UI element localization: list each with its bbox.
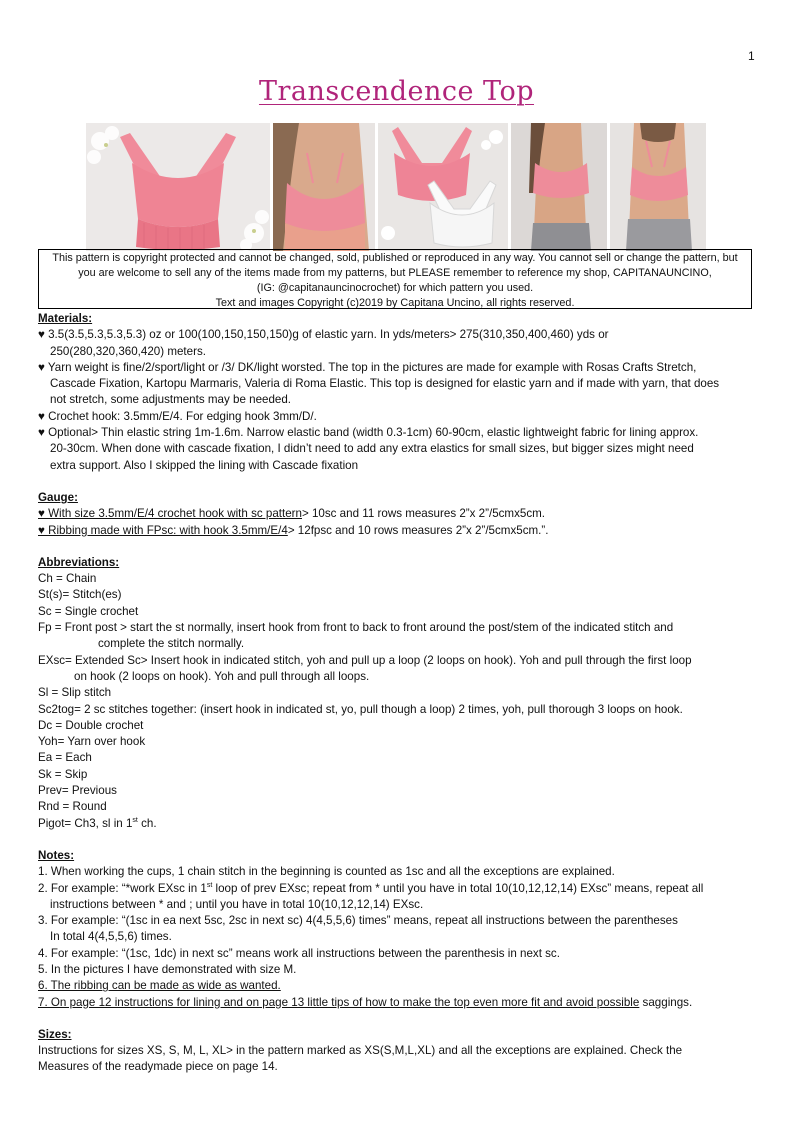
note-item: 3. For example: “(1sc in ea next 5sc, 2sc in next sc) 4(4,5,5,6) times” means, repeat all instructions between the parentheses — [38, 914, 678, 928]
pigot-text-end: ch. — [137, 816, 157, 830]
note-underlined: 7. On page 12 instructions for lining and on page 13 little tips of how to make the top even more fit and avoid possible — [38, 995, 640, 1009]
gauge-heading: Gauge: — [38, 490, 78, 504]
gauge-text: > 12fpsc and 10 rows measures 2”x 2”/5cmx5cm.”. — [287, 523, 549, 537]
notice-line: you are welcome to sell any of the items made from my patterns, but PLEASE remember to reference my shop, CAPITANAUNCINO, — [78, 267, 712, 279]
gauge-line — [38, 506, 758, 522]
abbreviation-dc: Dc = Double crochet — [38, 718, 144, 732]
materials-item: extra support. Also I skipped the lining with Cascade fixation — [50, 458, 359, 472]
gauge-text: > 10sc and 11 rows measures 2”x 2”/5cmx5cm. — [301, 507, 546, 521]
abbreviation-fp-cont: complete the stitch normally. — [98, 637, 245, 651]
materials-item: ♥ 3.5(3.5,5.3,5.3,5.3) oz or 100(100,150,150,150)g of elastic yarn. In yds/meters> 275(310,350,400,460) yds or — [38, 328, 609, 342]
pigot-sup: st — [132, 816, 138, 824]
pattern-body — [38, 311, 758, 1076]
notes-heading: Notes: — [38, 848, 75, 862]
note-item: 5. In the pictures I have demonstrated with size M. — [38, 962, 297, 976]
note-underlined: 6. The ribbing can be made as wide as wanted. — [38, 979, 281, 993]
materials-heading: Materials: — [38, 312, 93, 325]
abbreviation-prev: Prev= Previous — [38, 784, 117, 798]
materials-item: Cascade Fixation, Kartopu Marmaris, Valeria di Roma Elastic. This top is designed for elastic yarn and if made with yarn, that does — [50, 377, 720, 391]
page-number: 1 — [748, 49, 755, 63]
abbreviation-sc2tog: Sc2tog= 2 sc stitches together: (insert hook in indicated st, yo, pull though a loop) 2 times, yoh, pull thorough 3 loops on hook. — [38, 702, 683, 716]
sizes-heading: Sizes: — [38, 1027, 72, 1041]
photo-pink-and-white-tops — [378, 123, 508, 251]
note-item — [38, 995, 758, 1011]
sizes-text: Measures of the readymade piece on page 14. — [38, 1060, 278, 1074]
copyright-notice — [38, 249, 752, 309]
materials-item: not stretch, some adjustments may be needed. — [50, 393, 292, 407]
photo-model-front-view — [610, 123, 706, 251]
note-item-cont: In total 4(4,5,5,6) times. — [50, 930, 172, 944]
abbreviations-heading: Abbreviations: — [38, 555, 120, 569]
note-sup: st — [206, 881, 213, 889]
note-item: 4. For example: “(1sc, 1dc) in next sc” means work all instructions between the parenthesis in next sc. — [38, 946, 560, 960]
abbreviation-st: St(s)= Stitch(es) — [38, 588, 122, 602]
note-text: 2. For example: “*work EXsc in 1 — [38, 881, 207, 895]
abbreviation-fp: Fp = Front post > start the st normally, insert hook from front to back to front around the post/stem of the indicated stitch and — [38, 621, 674, 635]
abbreviation-sk: Sk = Skip — [38, 767, 88, 781]
photo-pink-top-flatlay — [86, 123, 270, 251]
materials-item: 250(280,320,360,420) meters. — [50, 344, 206, 358]
photo-strip — [86, 123, 706, 251]
materials-item: ♥ Optional> Thin elastic string 1m-1.6m. Narrow elastic band (width 0.3-1cm) 60-90cm, elastic lightweight fabric for lining approx. — [38, 426, 699, 440]
abbreviation-exsc-cont: on hook (2 loops on hook). Yoh and pull through all loops. — [74, 669, 370, 683]
pattern-title: Transcendence Top — [258, 76, 535, 107]
note-item-cont: instructions between * and ; until you have in total 10(10,12,12,14) EXsc. — [50, 897, 424, 911]
materials-item: ♥ Yarn weight is fine/2/sport/light or /3/ DK/light worsted. The top in the pictures are made for example with Rosas Crafts Stretch, — [38, 360, 697, 374]
notice-line: Text and images Copyright (c)2019 by Capitana Uncino, all rights reserved. — [215, 297, 575, 309]
notice-line: (IG: @capitanauncinocrochet) for which pattern you used. — [256, 282, 534, 294]
abbreviation-sc: Sc = Single crochet — [38, 604, 139, 618]
abbreviation-rnd: Rnd = Round — [38, 800, 107, 814]
note-text: saggings. — [639, 995, 693, 1009]
note-text: loop of prev EXsc; repeat from * until you have in total 10(10,12,12,14) EXsc” means, repeat all — [212, 881, 704, 895]
photo-model-closeup — [273, 123, 375, 251]
gauge-line — [38, 523, 758, 539]
abbreviation-ch: Ch = Chain — [38, 572, 97, 586]
abbreviation-ea: Ea = Each — [38, 751, 92, 765]
pigot-text: Pigot= Ch3, sl in 1 — [38, 816, 133, 830]
materials-item: ♥ Crochet hook: 3.5mm/E/4. For edging hook 3mm/D/. — [38, 409, 317, 423]
photo-model-side-view — [511, 123, 607, 251]
abbreviation-exsc: EXsc= Extended Sc> Insert hook in indicated stitch, yoh and pull up a loop (2 loops on hook). Yoh and pull through the first loop — [38, 653, 692, 667]
note-item — [38, 978, 758, 994]
note-item — [38, 881, 758, 897]
notice-line: This pattern is copyright protected and cannot be changed, sold, published or reproduced in any way. You cannot sell or change the pattern, but — [52, 252, 738, 264]
gauge-underlined: ♥ Ribbing made with FPsc: with hook 3.5mm/E/4 — [38, 523, 288, 537]
abbreviation-sl: Sl = Slip stitch — [38, 686, 112, 700]
gauge-underlined: ♥ With size 3.5mm/E/4 crochet hook with sc pattern — [38, 507, 302, 521]
note-item: 1. When working the cups, 1 chain stitch in the beginning is counted as 1sc and all the exceptions are explained. — [38, 865, 615, 879]
abbreviation-pigot — [38, 816, 758, 832]
abbreviation-yoh: Yoh= Yarn over hook — [38, 735, 146, 749]
sizes-text: Instructions for sizes XS, S, M, L, XL> in the pattern marked as XS(S,M,L,XL) and all the exceptions are explained. Check the — [38, 1044, 683, 1058]
materials-item: 20-30cm. When done with cascade fixation, I didn’t need to add any extra elastics for small sizes, but bigger sizes might need — [50, 442, 694, 456]
